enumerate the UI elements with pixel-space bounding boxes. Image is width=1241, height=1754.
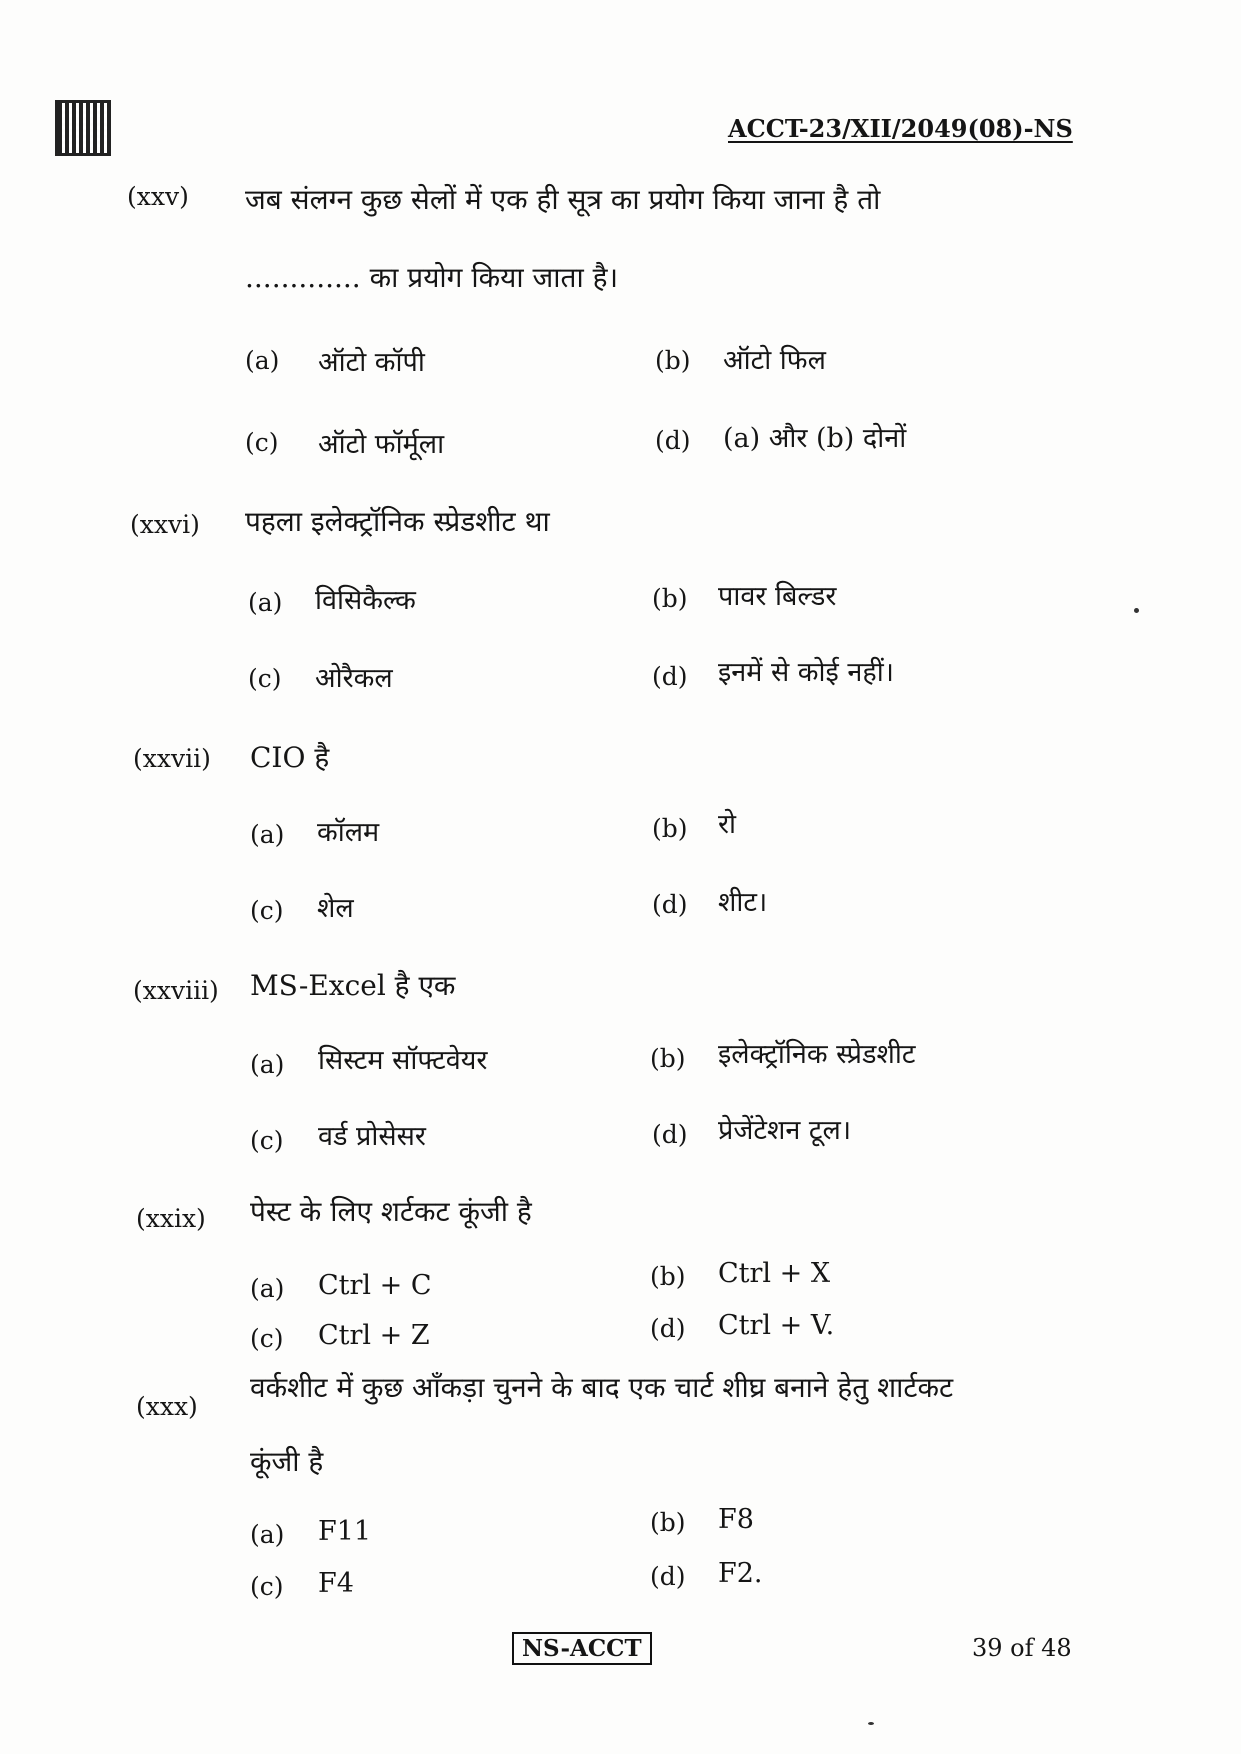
scan-speck bbox=[868, 1722, 874, 1725]
question-number: (xxix) bbox=[136, 1204, 206, 1233]
question-number: (xxviii) bbox=[133, 976, 219, 1005]
option-label: (b) bbox=[650, 1044, 686, 1073]
question-text: पेस्ट के लिए शर्टकट कूंजी है bbox=[250, 1195, 532, 1228]
option-text: कॉलम bbox=[317, 817, 380, 848]
option-text: F4 bbox=[318, 1568, 354, 1599]
page-number: 39 of 48 bbox=[972, 1634, 1072, 1662]
option-label: (a) bbox=[250, 820, 285, 849]
option-text: Ctrl + X bbox=[718, 1258, 831, 1289]
option-label: (c) bbox=[250, 1126, 284, 1155]
option-text: विसिकैल्क bbox=[315, 585, 416, 616]
question-text: जब संलग्न कुछ सेलों में एक ही सूत्र का प्रयोग किया जाना है तो bbox=[245, 183, 881, 216]
option-text: प्रेजेंटेशन टूल। bbox=[718, 1115, 852, 1146]
option-text: Ctrl + V. bbox=[718, 1310, 835, 1341]
option-label: (c) bbox=[250, 1572, 284, 1601]
option-text: पावर बिल्डर bbox=[718, 581, 837, 612]
option-text: (a) और (b) दोनों bbox=[723, 423, 907, 454]
option-text: शीट। bbox=[718, 887, 768, 918]
question-number: (xxv) bbox=[127, 182, 189, 211]
option-label: (c) bbox=[245, 428, 279, 457]
scan-speck bbox=[1134, 608, 1139, 613]
option-label: (a) bbox=[245, 346, 280, 375]
question-number: (xxvii) bbox=[133, 744, 211, 773]
option-label: (c) bbox=[248, 664, 282, 693]
question-text-continued: कूंजी है bbox=[250, 1445, 324, 1478]
option-label: (a) bbox=[250, 1050, 285, 1079]
option-label: (b) bbox=[652, 584, 688, 613]
option-label: (c) bbox=[250, 1324, 284, 1353]
option-label: (b) bbox=[652, 814, 688, 843]
option-label: (d) bbox=[655, 426, 691, 455]
option-text: Ctrl + Z bbox=[318, 1320, 430, 1351]
option-text: इलेक्ट्रॉनिक स्प्रेडशीट bbox=[718, 1039, 916, 1070]
option-label: (b) bbox=[655, 346, 691, 375]
option-text: Ctrl + C bbox=[318, 1270, 432, 1301]
option-text: ऑटो फॉर्मूला bbox=[318, 429, 445, 460]
option-text: इनमें से कोई नहीं। bbox=[718, 657, 894, 688]
footer-code-box: NS-ACCT bbox=[512, 1632, 652, 1665]
option-text: F8 bbox=[718, 1504, 754, 1535]
option-label: (a) bbox=[250, 1274, 285, 1303]
option-text: ओरैकल bbox=[315, 663, 393, 694]
option-label: (d) bbox=[652, 662, 688, 691]
option-label: (d) bbox=[650, 1314, 686, 1343]
paper-code: ACCT-23/XII/2049(08)-NS bbox=[728, 114, 1073, 143]
question-text: पहला इलेक्ट्रॉनिक स्प्रेडशीट था bbox=[245, 505, 550, 538]
question-text: MS-Excel है एक bbox=[250, 969, 456, 1002]
option-label: (d) bbox=[650, 1562, 686, 1591]
option-text: F11 bbox=[318, 1516, 372, 1547]
option-text: ऑटो फिल bbox=[723, 345, 826, 376]
qr-code bbox=[55, 100, 111, 156]
option-text: F2. bbox=[718, 1558, 763, 1589]
option-label: (c) bbox=[250, 896, 284, 925]
option-label: (b) bbox=[650, 1508, 686, 1537]
question-text-continued: ............. का प्रयोग किया जाता है। bbox=[245, 261, 619, 294]
question-text: CIO है bbox=[250, 741, 330, 774]
option-text: शेल bbox=[317, 893, 354, 924]
option-label: (b) bbox=[650, 1262, 686, 1291]
option-text: रो bbox=[718, 809, 737, 840]
option-label: (a) bbox=[250, 1520, 285, 1549]
option-text: वर्ड प्रोसेसर bbox=[318, 1121, 426, 1152]
option-text: सिस्टम सॉफ्टवेयर bbox=[318, 1045, 488, 1076]
question-text: वर्कशीट में कुछ आँकड़ा चुनने के बाद एक चार्ट शीघ्र बनाने हेतु शार्टकट bbox=[250, 1371, 954, 1404]
question-number: (xxx) bbox=[136, 1392, 198, 1421]
option-text: ऑटो कॉपी bbox=[318, 347, 425, 378]
option-label: (d) bbox=[652, 1120, 688, 1149]
option-label: (d) bbox=[652, 890, 688, 919]
option-label: (a) bbox=[248, 588, 283, 617]
question-number: (xxvi) bbox=[130, 510, 200, 539]
